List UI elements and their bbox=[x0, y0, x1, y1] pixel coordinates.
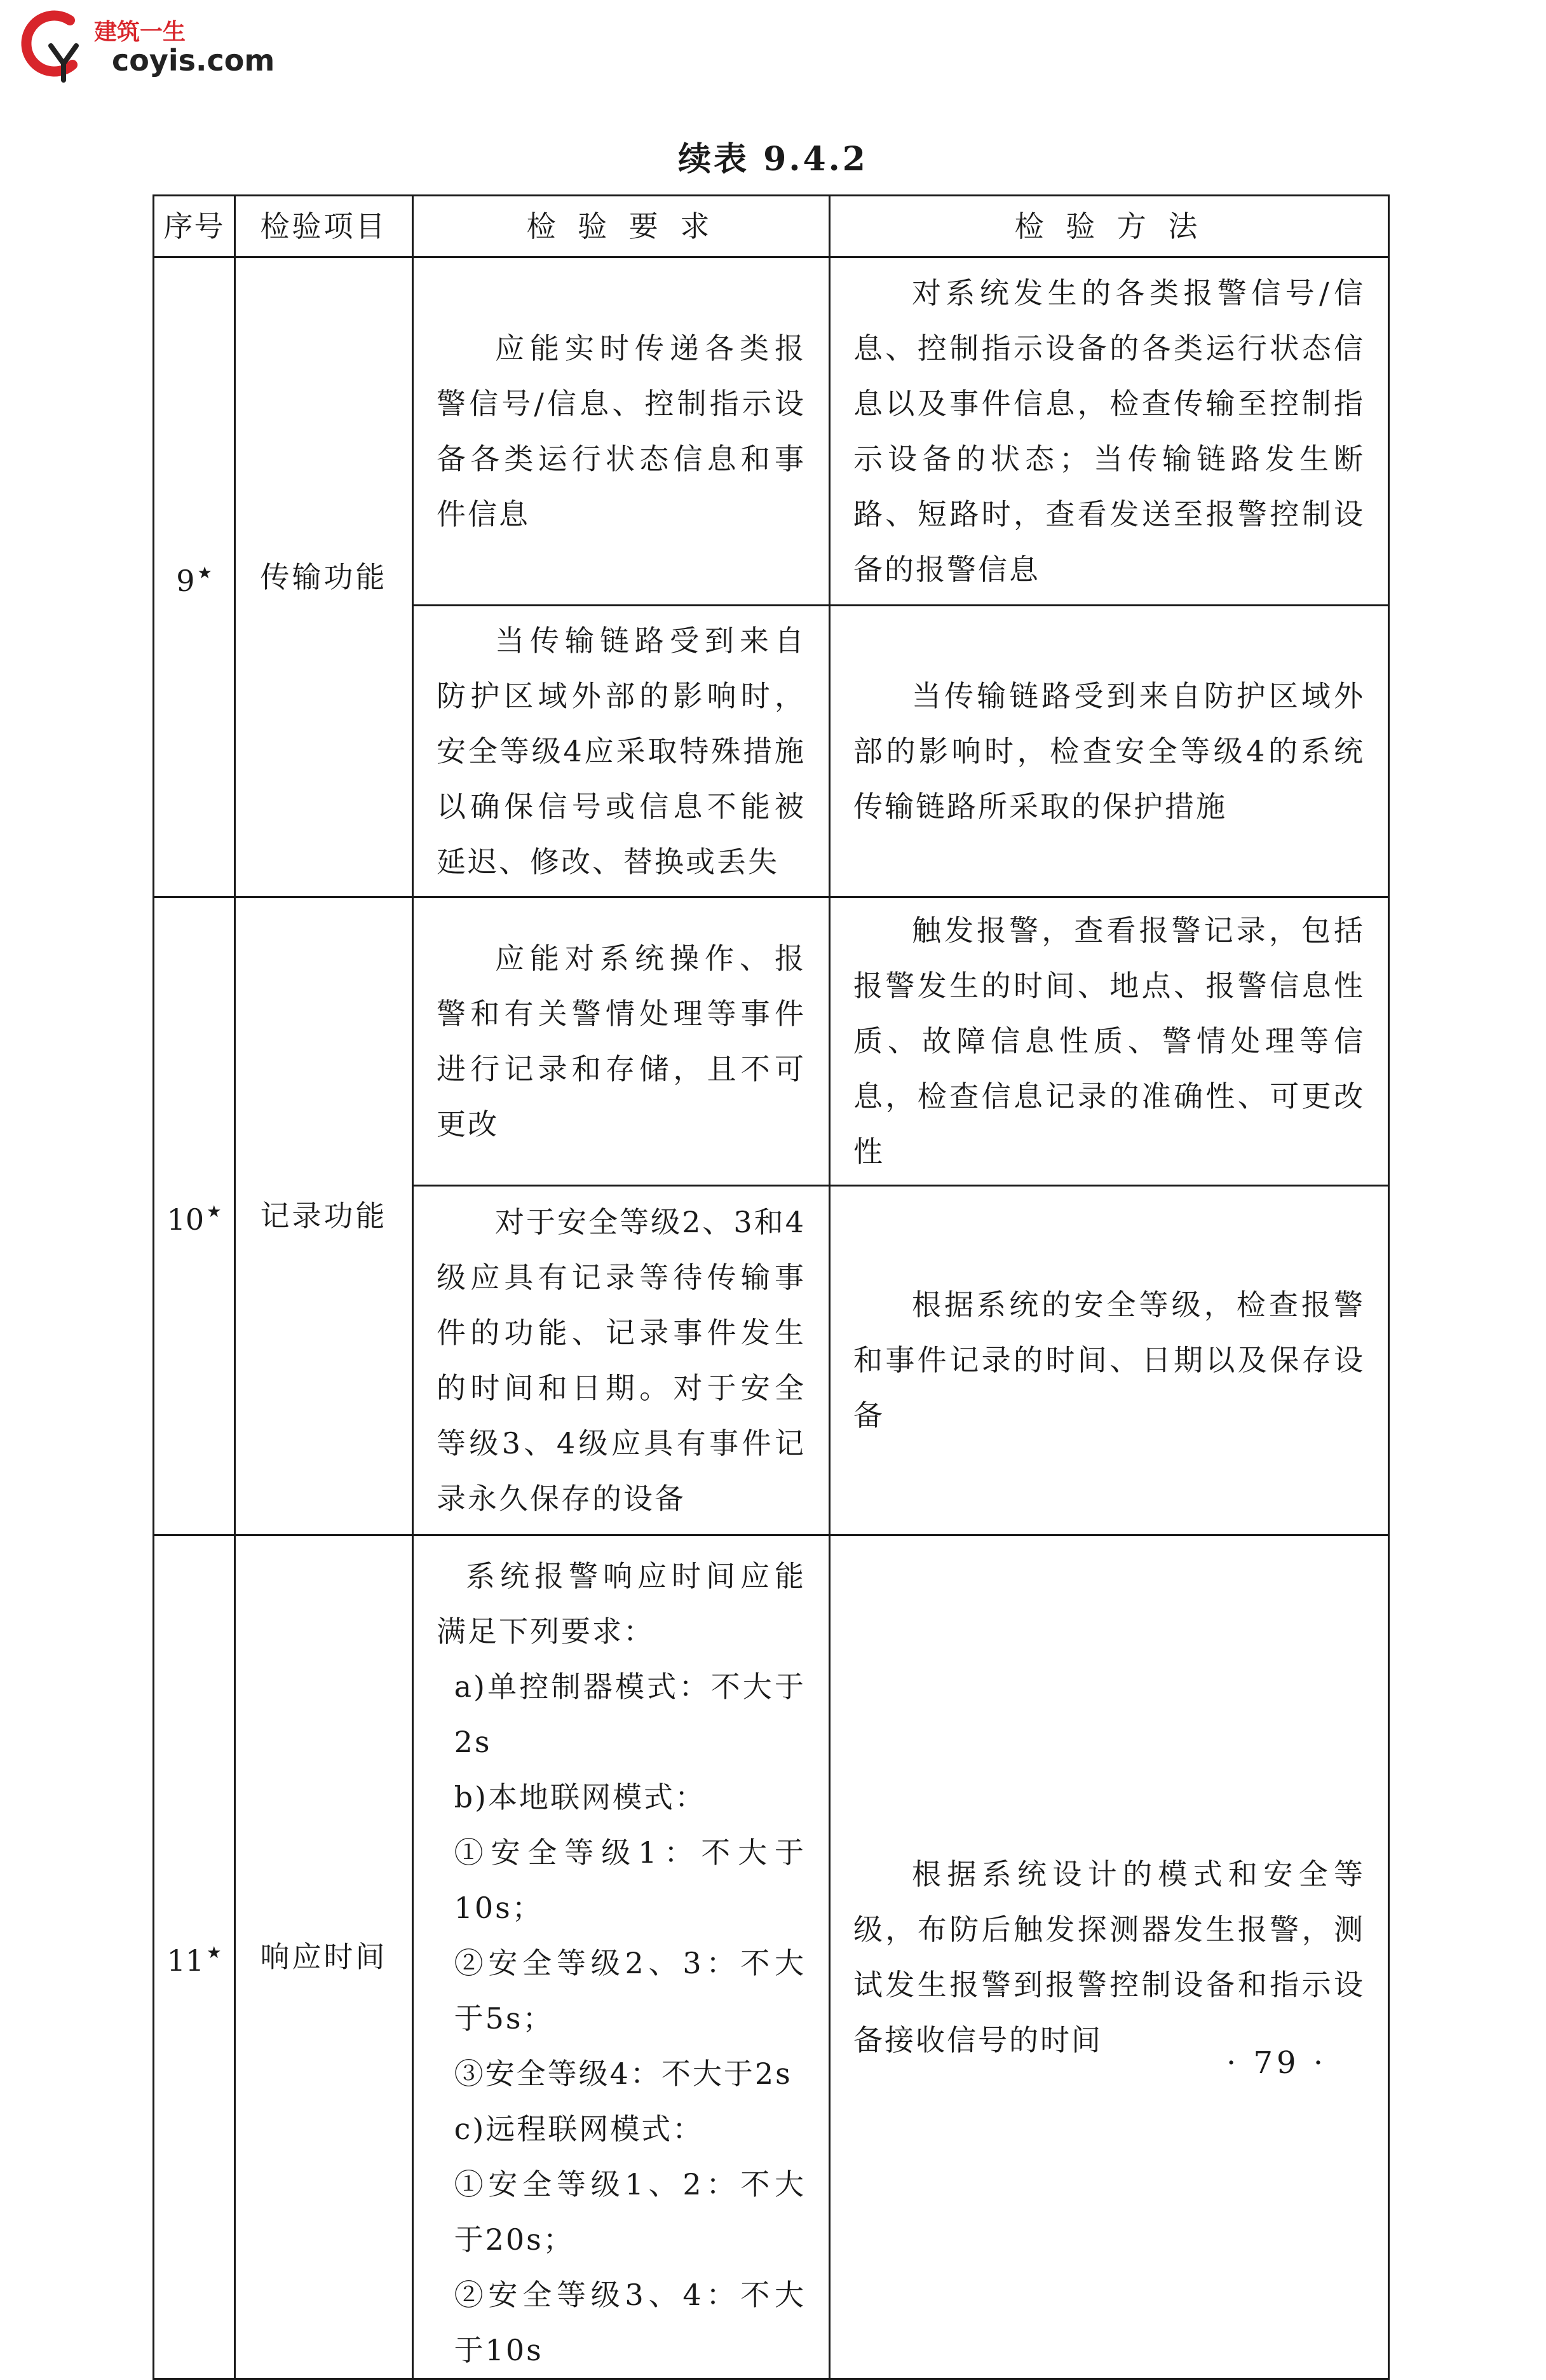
header-requirement: 检 验 要 求 bbox=[413, 196, 830, 257]
method-cell bbox=[830, 606, 1389, 897]
inspection-item: 传输功能 bbox=[235, 257, 413, 897]
table-title: 续表 9.4.2 bbox=[678, 140, 868, 179]
requirement-text: 应能对系统操作、报警和有关警情处理等事件进行记录和存储，且不可更改 bbox=[437, 941, 806, 1141]
requirement-line: ②安全等级3、4：不大于10s bbox=[454, 2278, 806, 2367]
requirement-text: 当传输链路受到来自防护区域外部的影响时，安全等级4应采取特殊措施以确保信号或信息不能被延迟、修改、替换或丢失 bbox=[437, 623, 806, 879]
requirement-line: 系统报警响应时间应能满足下列要求： bbox=[437, 1559, 806, 1649]
requirement-line: ②安全等级2、3：不大于5s； bbox=[454, 1946, 806, 2036]
method-cell bbox=[830, 1186, 1389, 1535]
requirement-text: 对于安全等级2、3和4级应具有记录等待传输事件的功能、记录事件发生的时间和日期。对于安全等级3、4级应具有事件记录永久保存的设备 bbox=[437, 1204, 806, 1516]
inspection-item: 响应时间 bbox=[235, 1535, 413, 2379]
method-cell bbox=[830, 1535, 1389, 2379]
key-item-star-icon: ★ bbox=[197, 563, 212, 583]
header-serial-no: 序号 bbox=[154, 196, 235, 257]
method-text: 根据系统的安全等级，检查报警和事件记录的时间、日期以及保存设备 bbox=[853, 1288, 1365, 1432]
site-logo bbox=[11, 6, 278, 83]
requirement-cell bbox=[413, 897, 830, 1186]
table-row bbox=[154, 897, 1389, 1186]
logo-name-cn: 建筑一生 bbox=[94, 19, 186, 45]
header-inspection-item: 检验项目 bbox=[235, 196, 413, 257]
logo-domain: coyis.com bbox=[112, 43, 275, 78]
table-row bbox=[154, 1535, 1389, 2379]
coyis-logo-icon bbox=[11, 6, 94, 83]
method-text: 触发报警，查看报警记录，包括报警发生的时间、地点、报警信息性质、故障信息性质、警情处理等信息，检查信息记录的准确性、可更改性 bbox=[853, 913, 1365, 1169]
requirement-line: ①安全等级1、2：不大于20s； bbox=[454, 2167, 806, 2257]
requirement-cell bbox=[413, 606, 830, 897]
table-row bbox=[154, 257, 1389, 606]
page-number: · 79 · bbox=[1226, 2045, 1327, 2081]
requirement-line: a)单控制器模式：不大于2s bbox=[454, 1669, 806, 1759]
key-item-star-icon: ★ bbox=[207, 1202, 222, 1221]
serial-no-cell bbox=[154, 897, 235, 1535]
table-header-row bbox=[154, 196, 1389, 257]
requirement-text: 应能实时传递各类报警信号/信息、控制指示设备各类运行状态信息和事件信息 bbox=[437, 330, 806, 531]
serial-no: 11 bbox=[166, 1943, 205, 1978]
inspection-table bbox=[153, 194, 1390, 2380]
method-text: 根据系统设计的模式和安全等级，布防后触发探测器发生报警，测试发生报警到报警控制设备和指示设备接收信号的时间 bbox=[853, 1856, 1365, 2057]
requirement-line: ①安全等级1：不大于10s； bbox=[454, 1835, 806, 1925]
header-method: 检 验 方 法 bbox=[830, 196, 1389, 257]
requirement-line: c)远程联网模式： bbox=[454, 2112, 704, 2146]
key-item-star-icon: ★ bbox=[207, 1943, 222, 1962]
method-text: 当传输链路受到来自防护区域外部的影响时，检查安全等级4的系统传输链路所采取的保护措施 bbox=[853, 678, 1365, 824]
requirement-line: ③安全等级4：不大于2s bbox=[454, 2057, 792, 2091]
requirement-cell bbox=[413, 1535, 830, 2379]
inspection-item: 记录功能 bbox=[235, 897, 413, 1535]
requirement-cell bbox=[413, 257, 830, 606]
requirement-cell bbox=[413, 1186, 830, 1535]
method-cell bbox=[830, 897, 1389, 1186]
serial-no: 10 bbox=[166, 1202, 205, 1237]
serial-no: 9 bbox=[176, 563, 195, 598]
serial-no-cell bbox=[154, 257, 235, 897]
requirement-line: b)本地联网模式： bbox=[454, 1780, 706, 1814]
method-text: 对系统发生的各类报警信号/信息、控制指示设备的各类运行状态信息以及事件信息，检查传输至控制指示设备的状态；当传输链路发生断路、短路时，查看发送至报警控制设备的报警信息 bbox=[853, 275, 1365, 587]
method-cell bbox=[830, 257, 1389, 606]
serial-no-cell bbox=[154, 1535, 235, 2379]
